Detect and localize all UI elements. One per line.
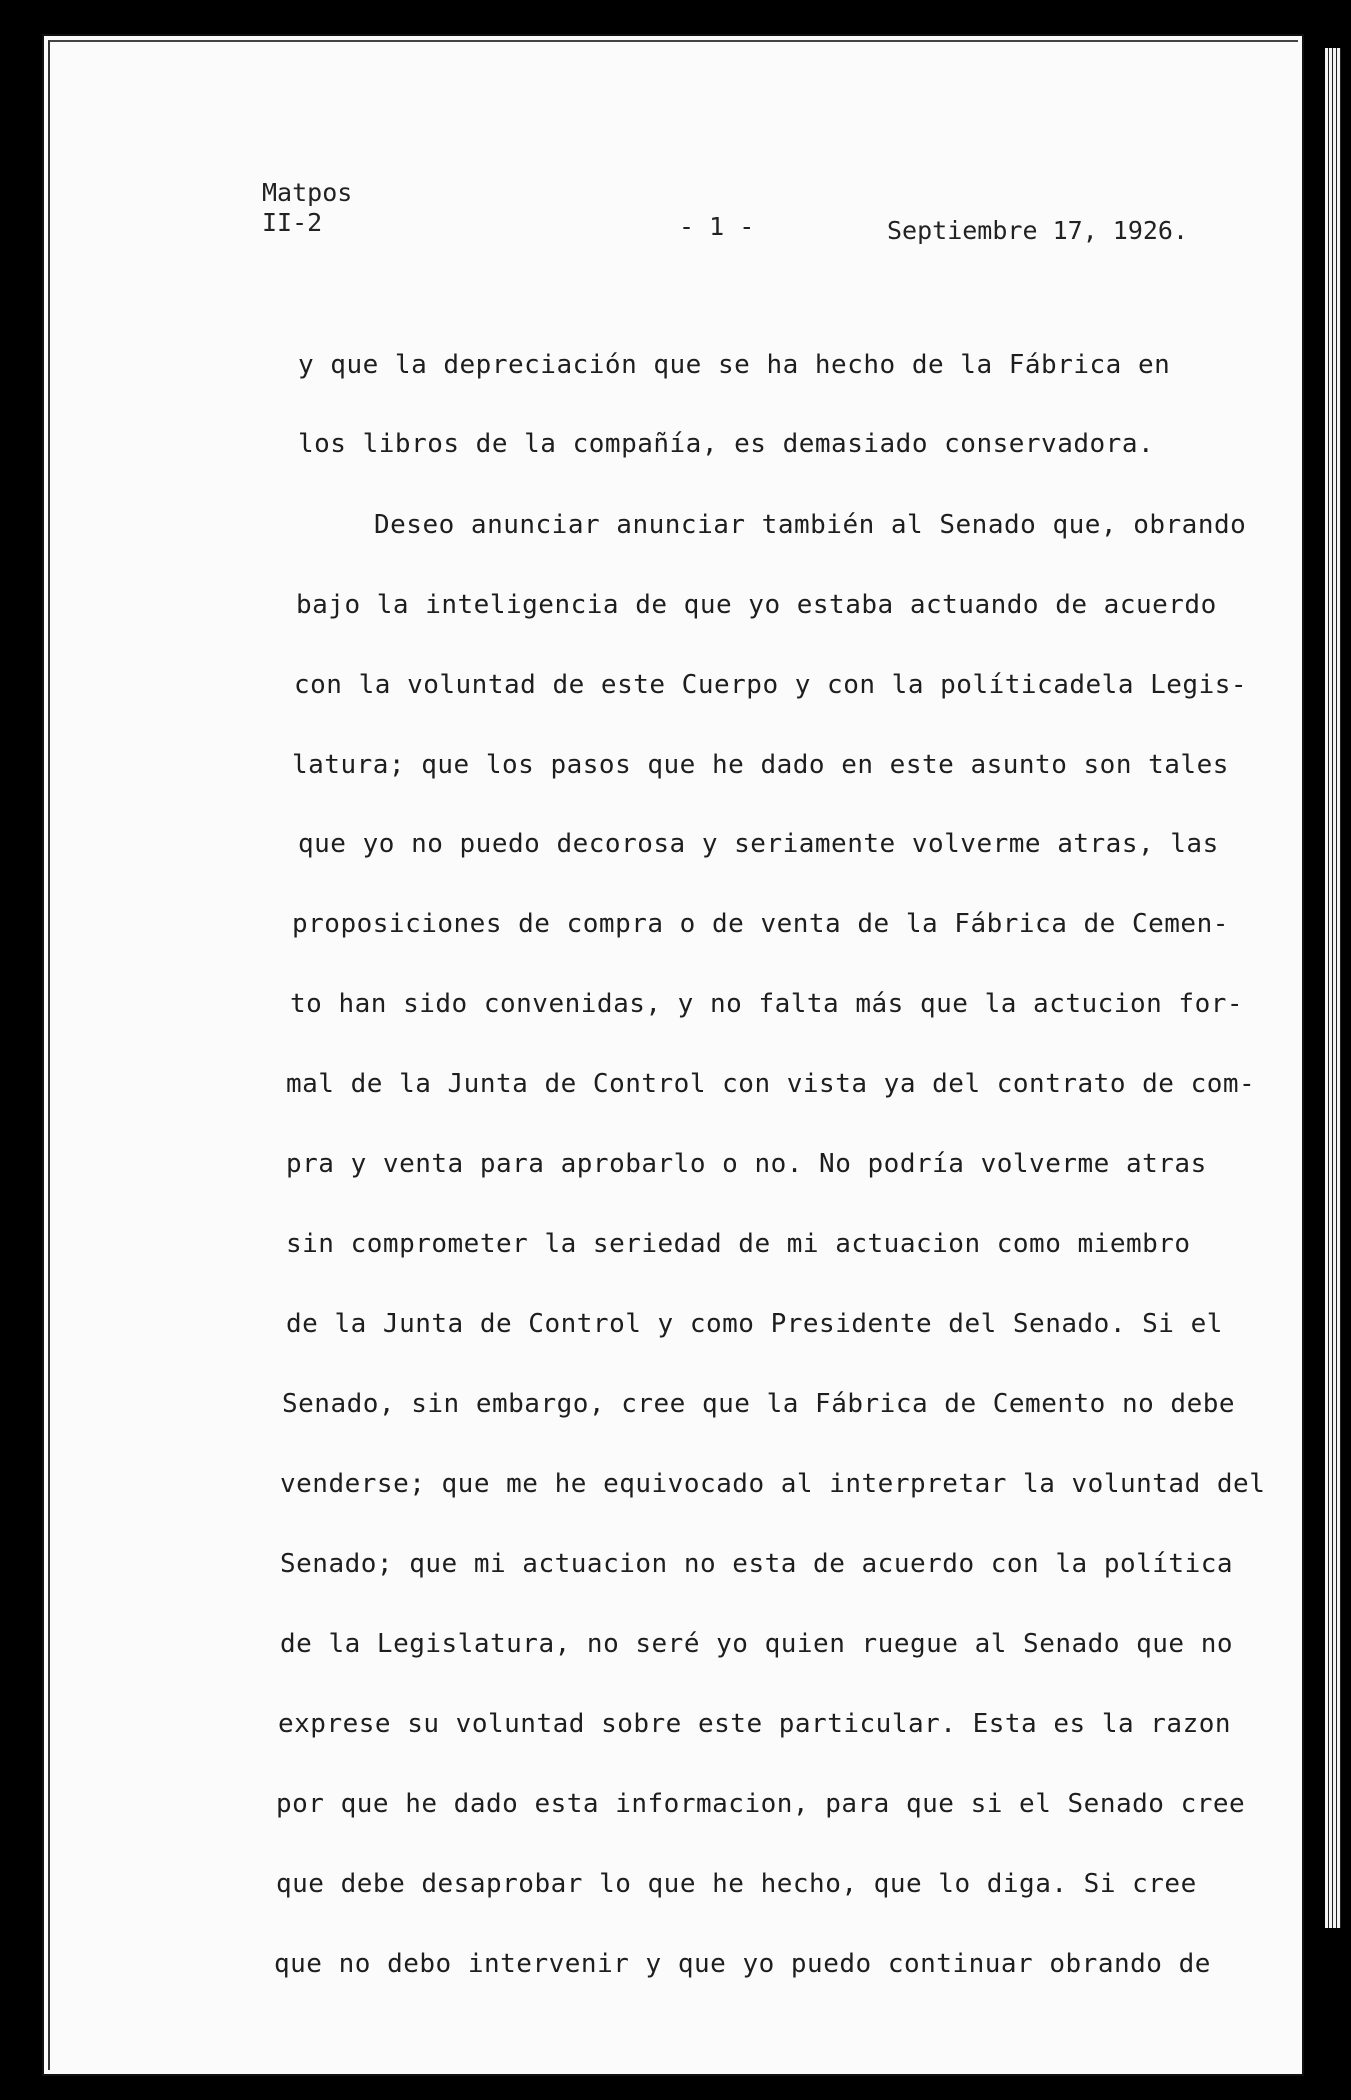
text-line: exprese su voluntad sobre este particular. Esta es la razon — [278, 1709, 1232, 1739]
text-line: pra y venta para aprobarlo o no. No podría volverme atras — [286, 1149, 1207, 1179]
text-line: que no debo intervenir y que yo puedo continuar obrando de — [274, 1949, 1211, 1979]
text-line: latura; que los pasos que he dado en este asunto son tales — [292, 750, 1229, 780]
text-line: de la Legislatura, no seré yo quien ruegue al Senado que no — [280, 1629, 1234, 1659]
text-line: proposiciones de compra o de venta de la Fábrica de Cemen- — [292, 909, 1229, 939]
text-line: de la Junta de Control y como Presidente del Senado. Si el — [286, 1309, 1223, 1339]
header-author: Matpos — [262, 178, 353, 207]
text-line: y que la depreciación que se ha hecho de la Fábrica en — [298, 350, 1171, 380]
header-date: Septiembre 17, 1926. — [887, 216, 1189, 245]
header-page-number: - 1 - — [679, 212, 755, 241]
text-line: Senado, sin embargo, cree que la Fábrica de Cemento no debe — [282, 1389, 1236, 1419]
text-line: bajo la inteligencia de que yo estaba actuando de acuerdo — [296, 590, 1217, 620]
text-line: los libros de la compañía, es demasiado conservadora. — [298, 429, 1155, 459]
text-line: Senado; que mi actuacion no esta de acuerdo con la política — [280, 1549, 1234, 1579]
text-line: venderse; que me he equivocado al interpretar la voluntad del — [280, 1469, 1266, 1499]
page-stack-edge — [1325, 48, 1341, 1928]
page-header — [262, 178, 1202, 278]
document-page — [42, 34, 1304, 2076]
text-line: por que he dado esta informacion, para que si el Senado cree — [276, 1789, 1246, 1819]
text-line: to han sido convenidas, y no falta más que la actucion for- — [290, 989, 1244, 1019]
header-code: II-2 — [262, 208, 323, 237]
text-line: que yo no puedo decorosa y seriamente volverme atras, las — [298, 829, 1219, 859]
text-line: sin comprometer la seriedad de mi actuacion como miembro — [286, 1229, 1191, 1259]
text-line: que debe desaprobar lo que he hecho, que lo diga. Si cree — [276, 1869, 1197, 1899]
text-line: Deseo anunciar anunciar también al Senado que, obrando — [374, 510, 1247, 540]
text-line: con la voluntad de este Cuerpo y con la políticadela Legis- — [294, 670, 1248, 700]
text-line: mal de la Junta de Control con vista ya del contrato de com- — [286, 1069, 1256, 1099]
